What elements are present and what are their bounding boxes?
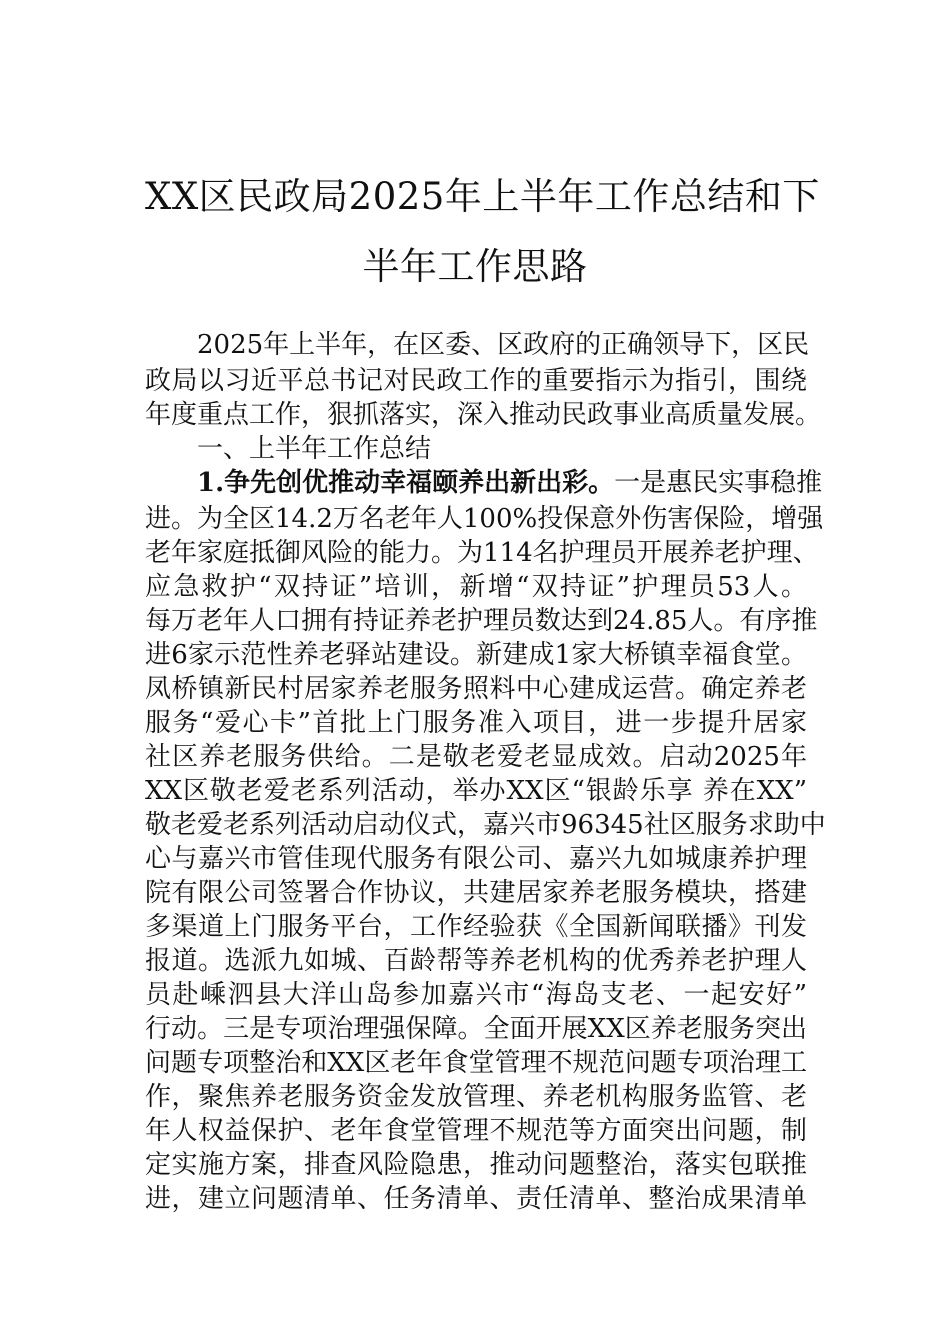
item-1-line: 院有限公司签署合作协议，共建居家养老服务模块，搭建 bbox=[145, 878, 807, 908]
item-1-line: XX区敬老爱老系列活动，举办XX区“银龄乐享 养在XX” bbox=[145, 776, 807, 806]
item-1-line: 年人权益保护、老年食堂管理不规范等方面突出问题，制 bbox=[145, 1116, 807, 1146]
item-1-line: 服务“爱心卡”首批上门服务准入项目，进一步提升居家 bbox=[145, 708, 807, 738]
item-1-heading: 1.争先创优推动幸福颐养出新出彩。 bbox=[197, 468, 615, 498]
section-heading: 一、上半年工作总结 bbox=[197, 434, 432, 464]
paragraph-1-line-3: 年度重点工作，狠抓落实，深入推动民政事业高质量发展。 bbox=[145, 400, 822, 430]
item-1-line: 进。为全区14.2万名老年人100%投保意外伤害保险，增强 bbox=[145, 504, 824, 534]
item-1-line: 定实施方案，排查风险隐患，推动问题整治，落实包联推 bbox=[145, 1150, 807, 1180]
item-1-line: 作，聚焦养老服务资金发放管理、养老机构服务监管、老 bbox=[145, 1082, 807, 1112]
item-1-line: 问题专项整治和XX区老年食堂管理不规范问题专项治理工 bbox=[145, 1048, 807, 1078]
item-1-line: 报道。选派九如城、百龄帮等养老机构的优秀养老护理人 bbox=[145, 946, 807, 976]
item-1-line: 敬老爱老系列活动启动仪式，嘉兴市96345社区服务求助中 bbox=[145, 810, 826, 840]
item-1-line: 应急救护“双持证”培训，新增“双持证”护理员53人。 bbox=[145, 572, 807, 602]
document-title-line-2: 半年工作思路 bbox=[362, 245, 588, 288]
document-title-line-1: XX区民政局2025年上半年工作总结和下 bbox=[145, 175, 820, 218]
item-1-line: 社区养老服务供给。二是敬老爱老显成效。启动2025年 bbox=[145, 742, 807, 772]
item-1-line: 多渠道上门服务平台，工作经验获《全国新闻联播》刊发 bbox=[145, 912, 807, 942]
item-1-line: 心与嘉兴市管佳现代服务有限公司、嘉兴九如城康养护理 bbox=[145, 844, 807, 874]
item-1-first-line-text: 一是惠民实事稳推 bbox=[614, 468, 823, 498]
item-1-line: 凤桥镇新民村居家养老服务照料中心建成运营。确定养老 bbox=[145, 674, 807, 704]
item-1-line: 老年家庭抵御风险的能力。为114名护理员开展养老护理、 bbox=[145, 538, 819, 568]
item-1-first-line bbox=[197, 466, 823, 500]
item-1-line: 进6家示范性养老驿站建设。新建成1家大桥镇幸福食堂。 bbox=[145, 640, 807, 670]
item-1-line: 行动。三是专项治理强保障。全面开展XX区养老服务突出 bbox=[145, 1014, 807, 1044]
item-1-line: 进，建立问题清单、任务清单、责任清单、整治成果清单 bbox=[145, 1184, 807, 1214]
item-1-line: 员赴嵊泗县大洋山岛参加嘉兴市“海岛支老、一起安好” bbox=[145, 980, 807, 1010]
paragraph-1-line-1: 2025年上半年，在区委、区政府的正确领导下，区民 bbox=[197, 330, 810, 360]
item-1-line: 每万老年人口拥有持证养老护理员数达到24.85人。有序推 bbox=[145, 606, 818, 636]
paragraph-1-line-2: 政局以习近平总书记对民政工作的重要指示为指引，围绕 bbox=[145, 366, 807, 396]
